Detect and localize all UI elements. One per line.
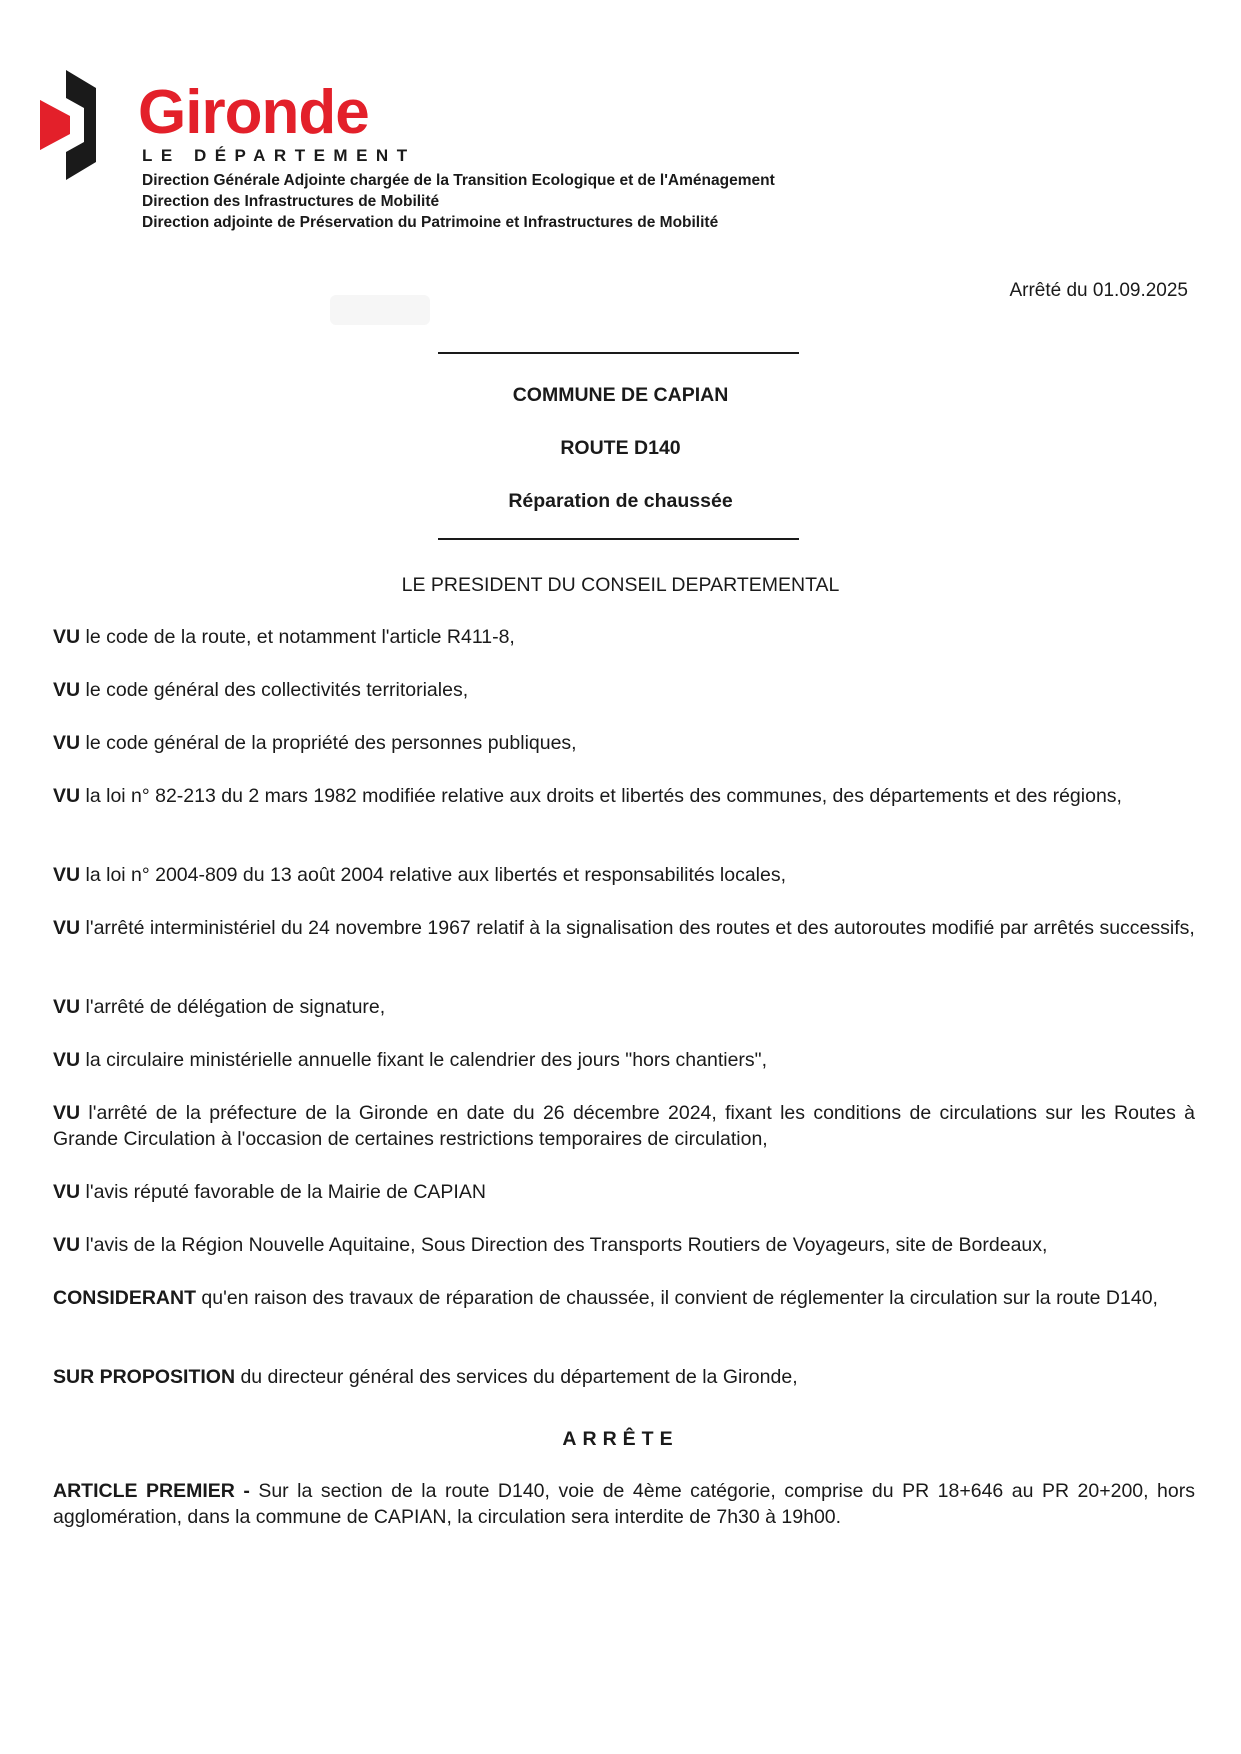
- article-text: Sur la section de la route D140, voie de 4ème catégorie, comprise du PR 18+646 au PR 20+200, hors agglomération, dans la commune de CAPIAN, la circulation sera interdite de 7h30 à 19h00.: [53, 1480, 1195, 1528]
- direction-line: Direction adjointe de Préservation du Patrimoine et Infrastructures de Mobilité: [142, 214, 719, 231]
- paragraph-text: le code général des collectivités territoriales,: [80, 679, 469, 701]
- direction-line: Direction Générale Adjointe chargée de la Transition Ecologique et de l'Aménagement: [142, 172, 775, 189]
- letterhead: [40, 70, 800, 240]
- paragraph-lead: VU: [53, 996, 81, 1018]
- document-date: Arrêté du 01.09.2025: [1009, 280, 1188, 301]
- paragraph-lead: VU: [53, 917, 81, 939]
- president-heading: LE PRESIDENT DU CONSEIL DEPARTEMENTAL: [401, 574, 840, 596]
- paragraph-text: le code général de la propriété des personnes publiques,: [80, 732, 577, 754]
- paragraph-text: l'arrêté de la préfecture de la Gironde en date du 26 décembre 2024, fixant les conditions de circulations sur les Routes à Grande Circulation à l'occasion de certaines restrictions temporaires de circulation,: [53, 1102, 1195, 1150]
- paragraph-text: la loi n° 82-213 du 2 mars 1982 modifiée relative aux droits et libertés des communes, des départements et des régions,: [80, 785, 1122, 807]
- paragraph: [53, 862, 1195, 888]
- paragraph: [53, 677, 1195, 703]
- paragraph-lead: VU: [53, 732, 81, 754]
- paragraph-lead: VU: [53, 679, 81, 701]
- paragraph-text: l'arrêté de délégation de signature,: [80, 996, 386, 1018]
- paragraph: [53, 915, 1195, 941]
- paragraph-text: la loi n° 2004-809 du 13 août 2004 relative aux libertés et responsabilités locales,: [80, 864, 787, 886]
- commune-title: COMMUNE DE CAPIAN: [512, 384, 729, 406]
- redacted-mark: [330, 295, 430, 325]
- paragraph-lead: VU: [53, 1049, 81, 1071]
- brand-subtitle: LE DÉPARTEMENT: [142, 146, 416, 165]
- paragraph-text: le code de la route, et notamment l'article R411-8,: [80, 626, 515, 648]
- paragraph: [53, 1232, 1195, 1258]
- paragraph: [53, 1285, 1195, 1311]
- paragraph-lead: VU: [53, 864, 81, 886]
- paragraph-lead: VU: [53, 1181, 81, 1203]
- paragraph-lead: VU: [53, 1234, 81, 1256]
- paragraph-text: l'arrêté interministériel du 24 novembre 1967 relatif à la signalisation des routes et des autoroutes modifié par arrêtés successifs,: [80, 917, 1195, 939]
- paragraph-lead: SUR PROPOSITION: [53, 1366, 236, 1388]
- route-title: ROUTE D140: [560, 437, 681, 459]
- paragraph: [53, 783, 1195, 809]
- paragraph-lead: VU: [53, 626, 81, 648]
- paragraph-lead: CONSIDERANT: [53, 1287, 197, 1309]
- article-lead: ARTICLE PREMIER -: [53, 1480, 250, 1502]
- subject-title: Réparation de chaussée: [508, 490, 733, 512]
- article-premier: [53, 1478, 1195, 1530]
- paragraph-text: l'avis réputé favorable de la Mairie de CAPIAN: [80, 1181, 486, 1203]
- direction-lines: [142, 170, 775, 233]
- direction-line: Direction des Infrastructures de Mobilité: [142, 193, 440, 210]
- paragraph: [53, 1047, 1195, 1073]
- paragraph-lead: VU: [53, 1102, 81, 1124]
- brand-name: Gironde: [138, 78, 369, 147]
- gironde-logo-icon: [40, 70, 130, 180]
- paragraph: [53, 730, 1195, 756]
- paragraph-text: l'avis de la Région Nouvelle Aquitaine, Sous Direction des Transports Routiers de Voyageurs, site de Bordeaux,: [80, 1234, 1048, 1256]
- arrete-heading: ARRÊTE: [562, 1428, 679, 1450]
- paragraph: [53, 1100, 1195, 1152]
- paragraph: [53, 994, 1195, 1020]
- paragraph-lead: VU: [53, 785, 81, 807]
- paragraph-text: qu'en raison des travaux de réparation de chaussée, il convient de réglementer la circulation sur la route D140,: [196, 1287, 1158, 1309]
- paragraph-text: du directeur général des services du département de la Gironde,: [235, 1366, 798, 1388]
- bottom-rule: [438, 538, 799, 540]
- paragraph: [53, 1364, 1195, 1390]
- top-rule: [438, 352, 799, 354]
- paragraph-text: la circulaire ministérielle annuelle fixant le calendrier des jours "hors chantiers",: [80, 1049, 768, 1071]
- paragraph: [53, 1179, 1195, 1205]
- paragraph: [53, 624, 1195, 650]
